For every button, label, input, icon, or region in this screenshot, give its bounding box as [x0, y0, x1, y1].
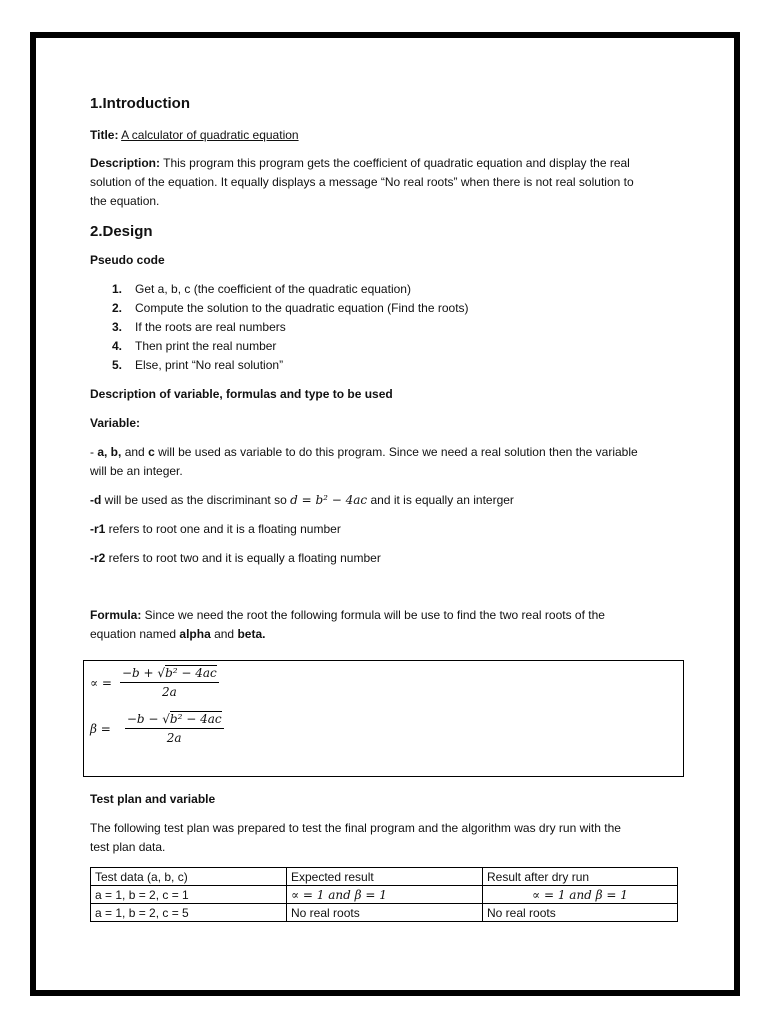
table-row — [91, 904, 678, 922]
alpha-formula: ∝ = $\frac{\text{−b + √b² − 4ac}}{2a}$ — [90, 666, 217, 699]
variable-label: Variable: — [90, 416, 141, 430]
table-header-cell: Test data (a, b, c) — [91, 868, 287, 886]
list-item: 4. Then print the real number — [112, 339, 277, 353]
pseudo-code-list — [90, 280, 680, 375]
description-line-1: This program this program gets the coefficient of quadratic equation and display the real — [163, 156, 630, 170]
discriminant-formula: d = b² − 4ac — [290, 493, 368, 507]
formula-box — [83, 660, 684, 777]
list-item: 1. Get a, b, c (the coefficient of the quadratic equation) — [112, 282, 411, 296]
table-cell: a = 1, b = 2, c = 1 — [91, 886, 287, 904]
introduction-heading: 1.Introduction — [90, 95, 190, 112]
title-text: A calculator of quadratic equation — [121, 128, 299, 142]
table-header-cell: Result after dry run — [483, 868, 678, 886]
design-heading: 2.Design — [90, 223, 153, 240]
beta-formula: β = $\frac{\text{−b − √b² − 4ac}}{2a}$ — [90, 712, 222, 745]
description-label: Description: — [90, 156, 161, 170]
variable-abc: - a, b, and c will be used as variable to do this program. Since we need a real solution then the variable will be an integer. — [90, 445, 638, 478]
test-plan-table — [90, 867, 678, 922]
variable-d: -d will be used as the discriminant so d = b² − 4ac and it is equally an interger — [90, 493, 514, 507]
list-item: 5. Else, print “No real solution” — [112, 358, 284, 372]
description-line-2: solution of the equation. It equally displays a message “No real roots” when there is not real solution to — [90, 175, 634, 189]
description-line-3: the equation. — [90, 194, 160, 208]
list-item: 2. Compute the solution to the quadratic equation (Find the roots) — [112, 301, 469, 315]
variable-r1: -r1 refers to root one and it is a floating number — [90, 522, 341, 536]
description-paragraph — [90, 154, 680, 211]
variable-r2: -r2 refers to root two and it is equally a floating number — [90, 551, 381, 565]
pseudo-code-label: Pseudo code — [90, 253, 165, 267]
test-plan-section — [90, 790, 680, 857]
table-cell: No real roots — [483, 904, 678, 922]
table-cell: ∝ = 1 and β = 1 — [483, 886, 678, 904]
test-plan-description: The following test plan was prepared to test the final program and the algorithm was dry run with the test plan data. — [90, 821, 621, 854]
table-cell: ∝ = 1 and β = 1 — [287, 886, 483, 904]
title-line — [90, 126, 680, 145]
table-row — [91, 886, 678, 904]
document-body — [90, 94, 680, 644]
table-header-row — [91, 868, 678, 886]
variable-description-label: Description of variable, formulas and type to be used — [90, 387, 393, 401]
list-item: 3. If the roots are real numbers — [112, 320, 286, 334]
table-cell: a = 1, b = 2, c = 5 — [91, 904, 287, 922]
table-cell: No real roots — [287, 904, 483, 922]
title-label: Title: — [90, 128, 119, 142]
table-header-cell: Expected result — [287, 868, 483, 886]
formula-paragraph: Formula: Since we need the root the following formula will be use to find the two real roots of the equation named alpha and beta. — [90, 608, 605, 641]
test-plan-heading: Test plan and variable — [90, 792, 216, 806]
